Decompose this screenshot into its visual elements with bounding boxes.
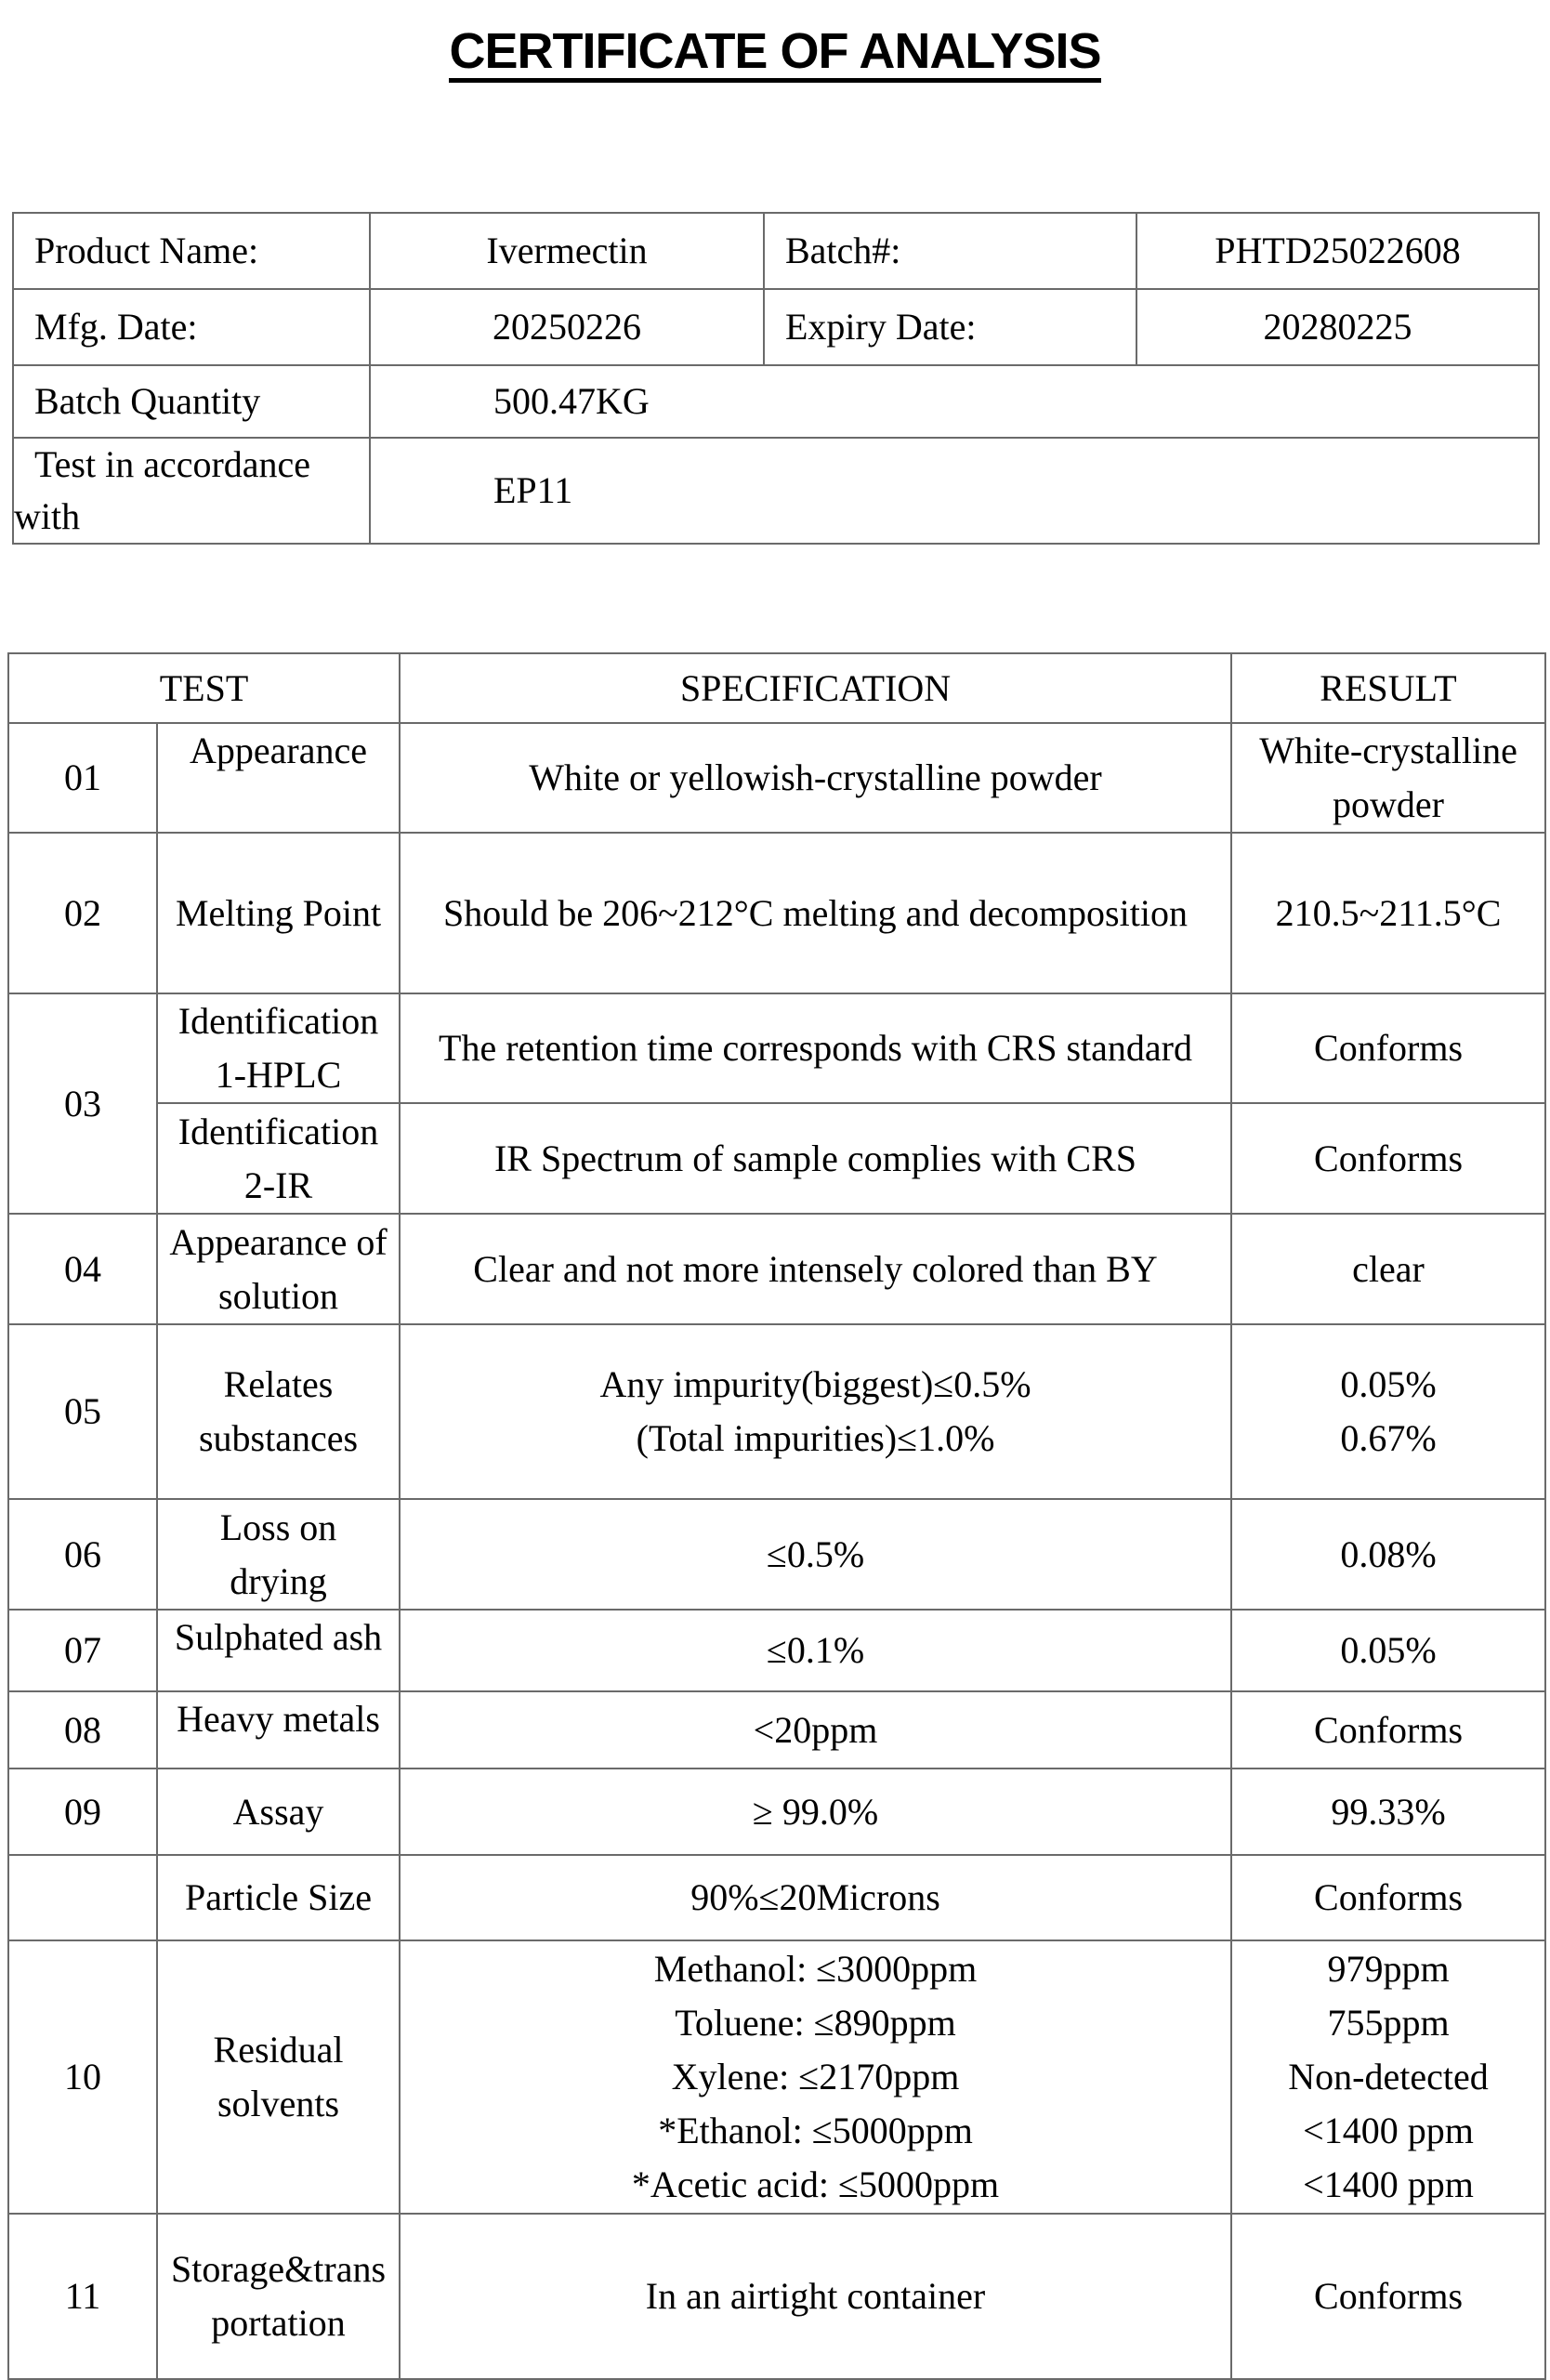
header-result: RESULT bbox=[1231, 653, 1545, 723]
test-specification bbox=[400, 1103, 1231, 1214]
test-row bbox=[8, 1610, 1545, 1691]
test-name-line: Heavy metals bbox=[177, 1698, 380, 1740]
test-row bbox=[8, 2214, 1545, 2379]
test-specification bbox=[400, 1324, 1231, 1499]
test-row bbox=[8, 1499, 1545, 1610]
test-result bbox=[1231, 1610, 1545, 1691]
mfg-date-value: 20250226 bbox=[370, 289, 764, 365]
header-row bbox=[8, 653, 1545, 723]
test-name-line: Loss on bbox=[219, 1506, 337, 1548]
test-name-line: Assay bbox=[232, 1790, 324, 1833]
test-result-line: 0.05% bbox=[1340, 1363, 1437, 1405]
product-info-table bbox=[12, 212, 1540, 545]
test-specification bbox=[400, 1499, 1231, 1610]
test-specification-line: The retention time corresponds with CRS standard bbox=[439, 1027, 1192, 1069]
test-row bbox=[8, 723, 1545, 833]
test-specification bbox=[400, 1691, 1231, 1769]
test-specification-line: Should be 206~212°C melting and decomposition bbox=[443, 891, 1188, 934]
test-result-line: 99.33% bbox=[1331, 1790, 1446, 1833]
test-result bbox=[1231, 1324, 1545, 1499]
expiry-date-value: 20280225 bbox=[1136, 289, 1539, 365]
test-row bbox=[8, 1855, 1545, 1940]
expiry-date-label: Expiry Date: bbox=[764, 289, 1136, 365]
test-result-line: 0.05% bbox=[1340, 1629, 1437, 1671]
test-name bbox=[157, 723, 400, 833]
test-name bbox=[157, 993, 400, 1103]
test-result-line: <1400 ppm bbox=[1303, 2163, 1474, 2205]
header-test: TEST bbox=[8, 653, 400, 723]
product-name-value: Ivermectin bbox=[370, 213, 764, 289]
test-result-line: Conforms bbox=[1314, 1027, 1464, 1069]
test-number bbox=[8, 1855, 157, 1940]
test-result-line: Non-detected bbox=[1288, 2056, 1489, 2097]
page-title bbox=[0, 22, 1550, 83]
test-specification-line: 90%≤20Microns bbox=[690, 1876, 940, 1918]
test-specification-line: In an airtight container bbox=[645, 2275, 986, 2317]
test-result-line: 755ppm bbox=[1327, 2002, 1450, 2044]
test-name-line: Sulphated ash bbox=[174, 1616, 383, 1658]
info-row bbox=[13, 213, 1539, 289]
test-specification bbox=[400, 1855, 1231, 1940]
test-specification bbox=[400, 833, 1231, 993]
test-result bbox=[1231, 723, 1545, 833]
test-number: 11 bbox=[8, 2214, 157, 2379]
test-result-line: powder bbox=[1333, 783, 1444, 825]
test-result-line: Conforms bbox=[1314, 1708, 1464, 1751]
test-name-line: Relates bbox=[223, 1363, 334, 1405]
test-specification-line: IR Spectrum of sample complies with CRS bbox=[493, 1137, 1137, 1179]
test-specification bbox=[400, 2214, 1231, 2379]
test-name-line: solution bbox=[218, 1274, 338, 1317]
test-name bbox=[157, 1769, 400, 1855]
test-row bbox=[8, 1103, 1545, 1214]
test-name-line: 2-IR bbox=[243, 1164, 313, 1206]
test-number: 04 bbox=[8, 1214, 157, 1324]
test-specification-line: (Total impurities)≤1.0% bbox=[636, 1417, 995, 1459]
test-row bbox=[8, 993, 1545, 1103]
test-name bbox=[157, 1214, 400, 1324]
test-result-line: Conforms bbox=[1314, 2275, 1464, 2317]
test-name-line: Particle Size bbox=[184, 1876, 373, 1918]
test-specification bbox=[400, 1940, 1231, 2214]
test-result bbox=[1231, 1691, 1545, 1769]
test-name-line: Appearance of bbox=[169, 1220, 388, 1263]
product-name-label: Product Name: bbox=[13, 213, 370, 289]
header-specification: SPECIFICATION bbox=[400, 653, 1231, 723]
test-result bbox=[1231, 1214, 1545, 1324]
test-specification-line: Any impurity(biggest)≤0.5% bbox=[599, 1363, 1031, 1405]
test-result-line: Conforms bbox=[1314, 1876, 1464, 1918]
test-specification-line: *Acetic acid: ≤5000ppm bbox=[631, 2163, 1000, 2205]
test-specification-line: *Ethanol: ≤5000ppm bbox=[658, 2110, 973, 2151]
test-row bbox=[8, 1214, 1545, 1324]
test-number: 10 bbox=[8, 1940, 157, 2214]
test-name bbox=[157, 2214, 400, 2379]
test-specification-line: White or yellowish-crystalline powder bbox=[529, 756, 1102, 798]
test-name bbox=[157, 1855, 400, 1940]
test-result bbox=[1231, 993, 1545, 1103]
test-result bbox=[1231, 2214, 1545, 2379]
test-specification-line: ≤0.1% bbox=[766, 1629, 865, 1671]
test-row bbox=[8, 1940, 1545, 2214]
batch-label: Batch#: bbox=[764, 213, 1136, 289]
test-row bbox=[8, 1691, 1545, 1769]
test-name bbox=[157, 1324, 400, 1499]
test-name-line: 1-HPLC bbox=[215, 1054, 342, 1096]
test-accordance-label bbox=[13, 438, 370, 544]
test-name-line: portation bbox=[211, 2302, 346, 2344]
test-name bbox=[157, 1940, 400, 2214]
test-specification-line: Toluene: ≤890ppm bbox=[675, 2002, 956, 2044]
test-result-line: 0.08% bbox=[1340, 1532, 1437, 1575]
test-number: 01 bbox=[8, 723, 157, 833]
test-number: 07 bbox=[8, 1610, 157, 1691]
test-name-line: solvents bbox=[217, 2083, 340, 2124]
test-specification-line: Methanol: ≤3000ppm bbox=[653, 1948, 978, 1990]
test-name-line: Identification bbox=[177, 1000, 379, 1042]
test-name-line: Melting Point bbox=[175, 891, 382, 934]
test-number: 02 bbox=[8, 833, 157, 993]
test-result bbox=[1231, 1103, 1545, 1214]
batch-quantity-label: Batch Quantity bbox=[13, 365, 370, 438]
test-row bbox=[8, 833, 1545, 993]
test-accordance-value: EP11 bbox=[370, 438, 1539, 544]
test-result-line: 0.67% bbox=[1340, 1417, 1437, 1459]
info-row bbox=[13, 289, 1539, 365]
test-name-line: drying bbox=[230, 1559, 327, 1602]
test-name bbox=[157, 833, 400, 993]
test-number: 08 bbox=[8, 1691, 157, 1769]
test-specification-line: Xylene: ≤2170ppm bbox=[671, 2056, 960, 2097]
test-specification-line: ≤0.5% bbox=[766, 1532, 865, 1575]
test-specification bbox=[400, 1214, 1231, 1324]
test-name-line: Appearance bbox=[190, 730, 367, 771]
test-accordance-label-line: Test in accordance bbox=[34, 443, 311, 485]
test-results-table bbox=[7, 652, 1546, 2380]
test-accordance-label-line: with bbox=[14, 495, 81, 537]
batch-value: PHTD25022608 bbox=[1136, 213, 1539, 289]
test-specification bbox=[400, 993, 1231, 1103]
test-name-line: Identification bbox=[177, 1110, 379, 1152]
test-name bbox=[157, 1499, 400, 1610]
test-result bbox=[1231, 833, 1545, 993]
test-result-line: White-crystalline bbox=[1259, 730, 1517, 771]
test-specification-line: Clear and not more intensely colored than BY bbox=[473, 1247, 1158, 1290]
test-result-line: <1400 ppm bbox=[1303, 2110, 1474, 2151]
test-result bbox=[1231, 1940, 1545, 2214]
mfg-date-label: Mfg. Date: bbox=[13, 289, 370, 365]
test-number: 06 bbox=[8, 1499, 157, 1610]
test-specification bbox=[400, 1610, 1231, 1691]
test-specification-line: ≥ 99.0% bbox=[752, 1790, 879, 1833]
test-number: 05 bbox=[8, 1324, 157, 1499]
test-number: 03 bbox=[8, 993, 157, 1214]
test-result-line: Conforms bbox=[1314, 1137, 1464, 1179]
info-row bbox=[13, 438, 1539, 544]
test-result bbox=[1231, 1769, 1545, 1855]
test-number: 09 bbox=[8, 1769, 157, 1855]
batch-quantity-value: 500.47KG bbox=[370, 365, 1539, 438]
test-result bbox=[1231, 1499, 1545, 1610]
test-result-line: 979ppm bbox=[1327, 1948, 1450, 1990]
test-specification bbox=[400, 1769, 1231, 1855]
test-specification-line: <20ppm bbox=[753, 1708, 878, 1751]
test-result-line: clear bbox=[1352, 1247, 1425, 1290]
info-row bbox=[13, 365, 1539, 438]
test-result-line: 210.5~211.5°C bbox=[1275, 891, 1502, 934]
test-name-line: substances bbox=[198, 1417, 359, 1459]
test-result bbox=[1231, 1855, 1545, 1940]
test-specification bbox=[400, 723, 1231, 833]
test-name bbox=[157, 1610, 400, 1691]
test-name bbox=[157, 1103, 400, 1214]
title-text: CERTIFICATE OF ANALYSIS bbox=[449, 25, 1100, 83]
test-name-line: Residual bbox=[213, 2029, 344, 2071]
test-row bbox=[8, 1324, 1545, 1499]
test-name bbox=[157, 1691, 400, 1769]
test-row bbox=[8, 1769, 1545, 1855]
test-name-line: Storage&trans bbox=[170, 2248, 387, 2290]
